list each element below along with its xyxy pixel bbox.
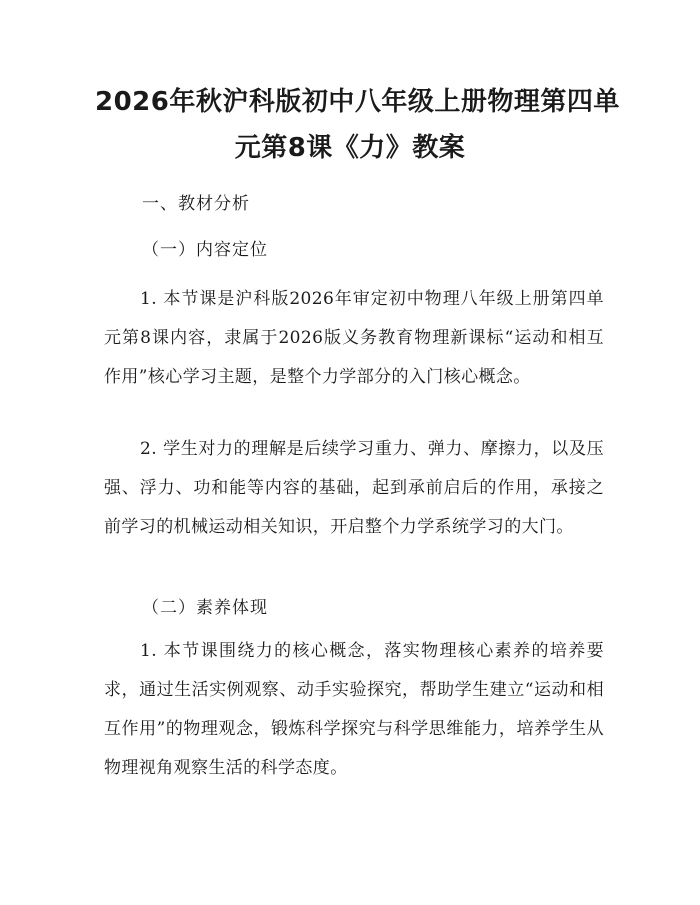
subsection-heading-literacy: （二）素养体现	[142, 598, 268, 618]
paragraph-literacy-1: 1. 本节课围绕力的核心概念，落实物理核心素养的培养要求，通过生活实例观察、动手实验探究，帮助学生建立“运动和相互作用”的物理观念，锻炼科学探究与科学思维能力，培养学生从物理视角观察生活的科学态度。	[104, 641, 604, 778]
subsection-heading-content-positioning: （一）内容定位	[142, 240, 268, 260]
document-title-line-1: 2026年秋沪科版初中八年级上册物理第四单	[95, 87, 620, 117]
paragraph-content-positioning-1: 1. 本节课是沪科版2026年审定初中物理八年级上册第四单元第8课内容，隶属于2026版义务教育物理新课标“运动和相互作用”核心学习主题，是整个力学部分的入门核心概念。	[104, 289, 604, 387]
section-heading-textbook-analysis: 一、教材分析	[142, 194, 250, 214]
paragraph-content-positioning-2: 2. 学生对力的理解是后续学习重力、弹力、摩擦力，以及压强、浮力、功和能等内容的基础，起到承前启后的作用，承接之前学习的机械运动相关知识，开启整个力学系统学习的大门。	[104, 439, 604, 537]
document-title-line-2: 元第8课《力》教案	[234, 133, 466, 163]
